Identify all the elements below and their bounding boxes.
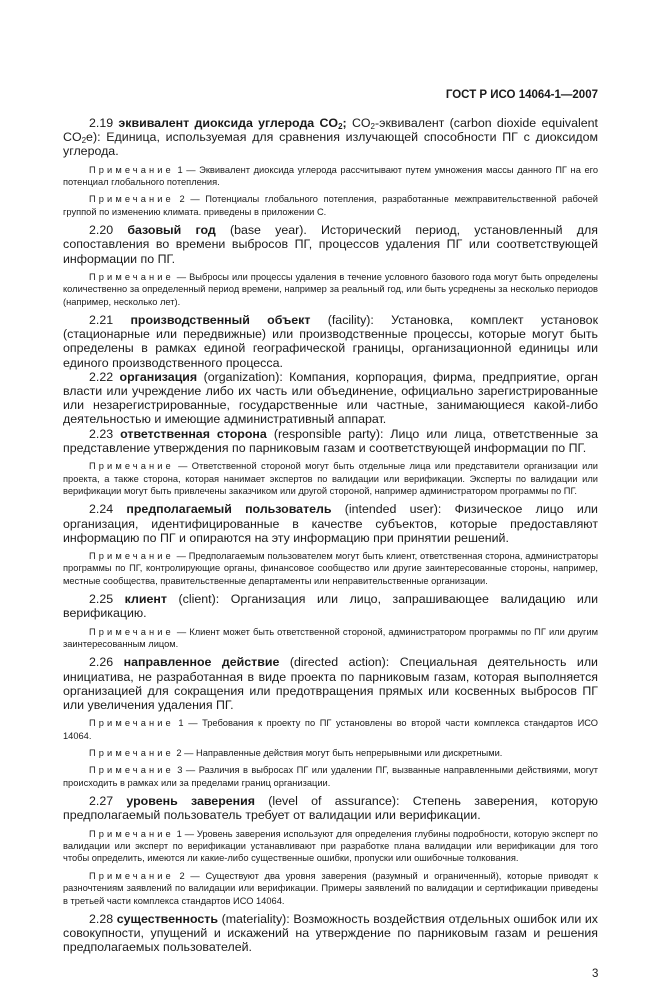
term-number: 2.28	[89, 912, 114, 927]
term-number: 2.21	[89, 313, 114, 328]
note: Примечание 1 — Уровень заверения используют для определения глубины подробности, которую эксперт по валидации или эксперт по верификации устанавливают при разработке плана валидации или верификации для того чтобы определить, имеются ли какие-либо существенные ошибки, пропуски или ошибочные толкования.	[63, 828, 598, 864]
term-definition	[63, 427, 598, 455]
note: Примечание — Предполагаемым пользователем могут быть клиент, ответственная сторона, администраторы программы по ПГ, контролирующие органы, финансовое сообщество или другие заинтересованные стороны, например, местные сообщества, правительственные департаменты или неправительственные организации.	[63, 550, 599, 586]
definition-text: Физическое лицо или организация, идентифицированные в качестве субъектов, которые предоставляют информацию по ПГ и опираются на эту информацию при принятии решений.	[63, 502, 598, 545]
term-number: 2.19	[89, 116, 114, 130]
note-label: Примечание	[89, 194, 174, 205]
definition-part: -эквивалент (carbon dioxide equivalent CO	[63, 116, 598, 145]
term-english: (base year).	[229, 223, 307, 238]
note-text: Клиент может быть ответственной стороной, администратором программы по ПГ или другим заинтересованным лицом.	[63, 626, 598, 649]
note-number: 2	[176, 747, 182, 758]
term-number: 2.27	[89, 794, 114, 809]
term-part: ;	[342, 116, 347, 130]
term-definition	[63, 912, 598, 955]
note: Примечание 3 — Различия в выбросах ПГ или удалении ПГ, вызванные направленными действиями, могут происходить в рамках или за пределами границ организации.	[63, 765, 598, 788]
definition-part: e): Единица, используемая для сравнения излучающей способности ПГ с диоксидом углерода.	[63, 130, 598, 159]
term-definition	[63, 592, 598, 620]
note-number: 1	[178, 718, 184, 729]
term-number: 2.25	[89, 592, 114, 607]
note: Примечание 2 — Существуют два уровня заверения (разумный и ограниченный), которые приводят к разночтениям заявлений по валидации или верификации. Примеры заявлений по валидации и сертификации приведены в третьей части комплекса стандартов ИСО 14064.	[63, 870, 598, 906]
term-name: базовый год	[127, 223, 216, 238]
note-text: Различия в выбросах ПГ или удалении ПГ, вызванные направленными действиями, могут происходить в рамках или за пределами границ организации.	[63, 765, 598, 788]
term-definition	[63, 313, 598, 370]
note: Примечание 2 — Потенциалы глобального потепления, разработанные межправительственной рабочей группой по изменению климата. приведены в приложении С.	[63, 194, 598, 217]
note-number: 1	[176, 828, 182, 839]
note: Примечание 2 — Направленные действия могут быть непрерывными или дискретными.	[89, 747, 503, 758]
note-number: 3	[177, 765, 183, 776]
note-text: Ответственной стороной могут быть отдельные лица или представители организации или проекта, а также сторона, которая нанимает экспертов по валидации или верификации. Эксперты по валидации или верификации могут быть привлечены заказчиком или другой стороной, например администратором программы по ПГ.	[63, 461, 598, 496]
term-english: (responsible party):	[273, 426, 384, 441]
term-number: 2.23	[89, 426, 114, 441]
note-label: Примечание	[89, 271, 174, 282]
note-number: 2	[179, 870, 185, 881]
definition-text: Возможность воздействия отдельных ошибок или их совокупности, упущений и искажений на утверждение по парниковым газам и решения предполагаемых пользователей.	[63, 912, 598, 955]
note-label: Примечание	[89, 870, 174, 881]
note-text: Существуют два уровня заверения (разумный и ограниченный), которые приводят к разночтениям заявлений по валидации или верификации. Примеры заявлений по валидации и сертификации приведены в третьей части комплекса стандартов ИСО 14064.	[63, 870, 598, 906]
document-header: ГОСТ Р ИСО 14064-1—2007	[445, 89, 598, 101]
note: Примечание 1 — Требования к проекту по ПГ установлены во второй части комплекса стандартов ИСО 14064.	[63, 718, 599, 741]
note-label: Примечание	[89, 747, 174, 758]
note-text: Требования к проекту по ПГ установлены во второй части комплекса стандартов ИСО 14064.	[63, 718, 599, 741]
note-text: Потенциалы глобального потепления, разработанные межправительственной рабочей группой по изменению климата. приведены в приложении С.	[63, 194, 598, 217]
note-text: Направленные действия могут быть непрерывными или дискретными.	[196, 747, 503, 758]
note: Примечание — Выбросы или процессы удаления в течение условного базового года могут быть определены количественно за определенный период времени, например за реальный год, или быть усреднены за несколько периодов (например, несколько лет).	[63, 271, 598, 307]
note-text: Выбросы или процессы удаления в течение условного базового года могут быть определены количественно за определенный период времени, например за реальный год, или быть усреднены за несколько периодов (например, несколько лет).	[63, 271, 598, 307]
note-label: Примечание	[89, 550, 174, 561]
term-definition	[63, 655, 598, 712]
term-english: (materiality):	[221, 912, 290, 927]
term-definition	[63, 116, 598, 159]
term-english: (directed action):	[289, 655, 390, 670]
term-name: направленное действие	[123, 655, 280, 670]
term-number: 2.22	[89, 369, 114, 384]
term-english: (client):	[178, 592, 220, 607]
note-label: Примечание	[89, 626, 174, 637]
note-text: Предполагаемым пользователем могут быть клиент, ответственная сторона, администраторы программы по ПГ, контролирующие органы, финансовое сообщество или другие заинтересованные стороны, например, местные сообщества, правительственные департаменты или неправительственные организации.	[63, 550, 599, 586]
term-name: организация	[119, 369, 198, 384]
note-label: Примечание	[89, 164, 174, 175]
term-definition	[63, 794, 598, 822]
note: Примечание — Клиент может быть ответственной стороной, администратором программы по ПГ или другим заинтересованным лицом.	[63, 626, 598, 649]
term-english: (intended user):	[344, 502, 442, 517]
note-number: 1	[177, 164, 183, 175]
term-name: производственный объект	[130, 313, 311, 328]
term-number: 2.26	[89, 655, 114, 670]
note-number: 2	[179, 194, 185, 205]
term-english: (level of assurance):	[268, 794, 400, 809]
definition-text: Лицо или лица, ответственные за представление утверждения по парниковым газам и соответствующей информации по ПГ.	[63, 426, 598, 455]
note: Примечание — Ответственной стороной могут быть отдельные лица или представители организации или проекта, а также сторона, которая нанимает экспертов по валидации или верификации. Эксперты по валидации или верификации могут быть привлечены заказчиком или другой стороной, например администратором программы по ПГ.	[63, 461, 598, 496]
term-part: эквивалент диоксида углерода CO	[118, 116, 339, 130]
note-label: Примечание	[89, 461, 174, 472]
note-label: Примечание	[89, 765, 174, 776]
note: Примечание 1 — Эквивалент диоксида углерода рассчитывают путем умножения массы данного ПГ на его потенциал глобального потепления.	[63, 164, 599, 188]
definition-part: CO	[346, 116, 371, 130]
term-part: 2	[338, 122, 343, 131]
term-english: (organization):	[203, 369, 283, 384]
page-number: 3	[592, 968, 599, 980]
document-body	[63, 116, 598, 955]
definition-text: Установка, комплект установок (стационарные или передвижные) или производственные процессы, которые могут быть определены в рамках единой географической границы, организационной единицы или единого производственного процесса.	[63, 313, 598, 370]
note-label: Примечание	[89, 718, 174, 729]
definition-text: Организация или лицо, запрашивающее валидацию или верификацию.	[63, 592, 598, 621]
term-name: предполагаемый пользователь	[126, 502, 332, 517]
term-name: ответственная сторона	[120, 426, 267, 441]
note-text: Уровень заверения используют для определения глубины подробности, которую эксперт по валидации или эксперт по верификации устанавливают при разработке плана валидации или верификации для того чтобы определить, имеются ли какие-либо существенные ошибки, пропуски или ошибочные толкования.	[63, 828, 598, 864]
term-name	[118, 116, 346, 130]
definition-text: Исторический период, установленный для сопоставления во времени выбросов ПГ, процессов удаления ПГ или соответствующей информации по ПГ.	[63, 223, 598, 266]
term-name: уровень заверения	[126, 794, 255, 809]
term-definition	[63, 223, 598, 266]
term-name: существенность	[116, 912, 218, 927]
term-definition	[63, 370, 598, 427]
term-english: (facility):	[327, 313, 374, 328]
definition-part: 2	[81, 136, 87, 146]
note-label: Примечание	[89, 828, 174, 839]
definition-text: Степень заверения, которую предполагаемый пользователь требует от валидации или верификации.	[63, 794, 598, 823]
note-text: Эквивалент диоксида углерода рассчитывают путем умножения массы данного ПГ на его потенциал глобального потепления.	[63, 164, 599, 188]
definition-part: 2	[370, 122, 375, 131]
term-number: 2.20	[89, 223, 114, 238]
term-definition	[63, 502, 598, 545]
term-name: клиент	[124, 592, 167, 607]
definition-text: Компания, корпорация, фирма, предприятие, орган власти или учреждение либо их часть или объединение, официально зарегистрированные или незарегистрированные, государственные или частные, занимающиеся какой-либо деятельностью и имеющие административный аппарат.	[63, 369, 598, 427]
term-number: 2.24	[89, 502, 114, 517]
definition-text: Специальная деятельность или инициатива, не разработанная в виде проекта по парниковым газам, которая выполняется организацией для сокращения или предотвращения прямых или косвенных выбросов ПГ или увеличения удаления ПГ.	[63, 655, 598, 712]
